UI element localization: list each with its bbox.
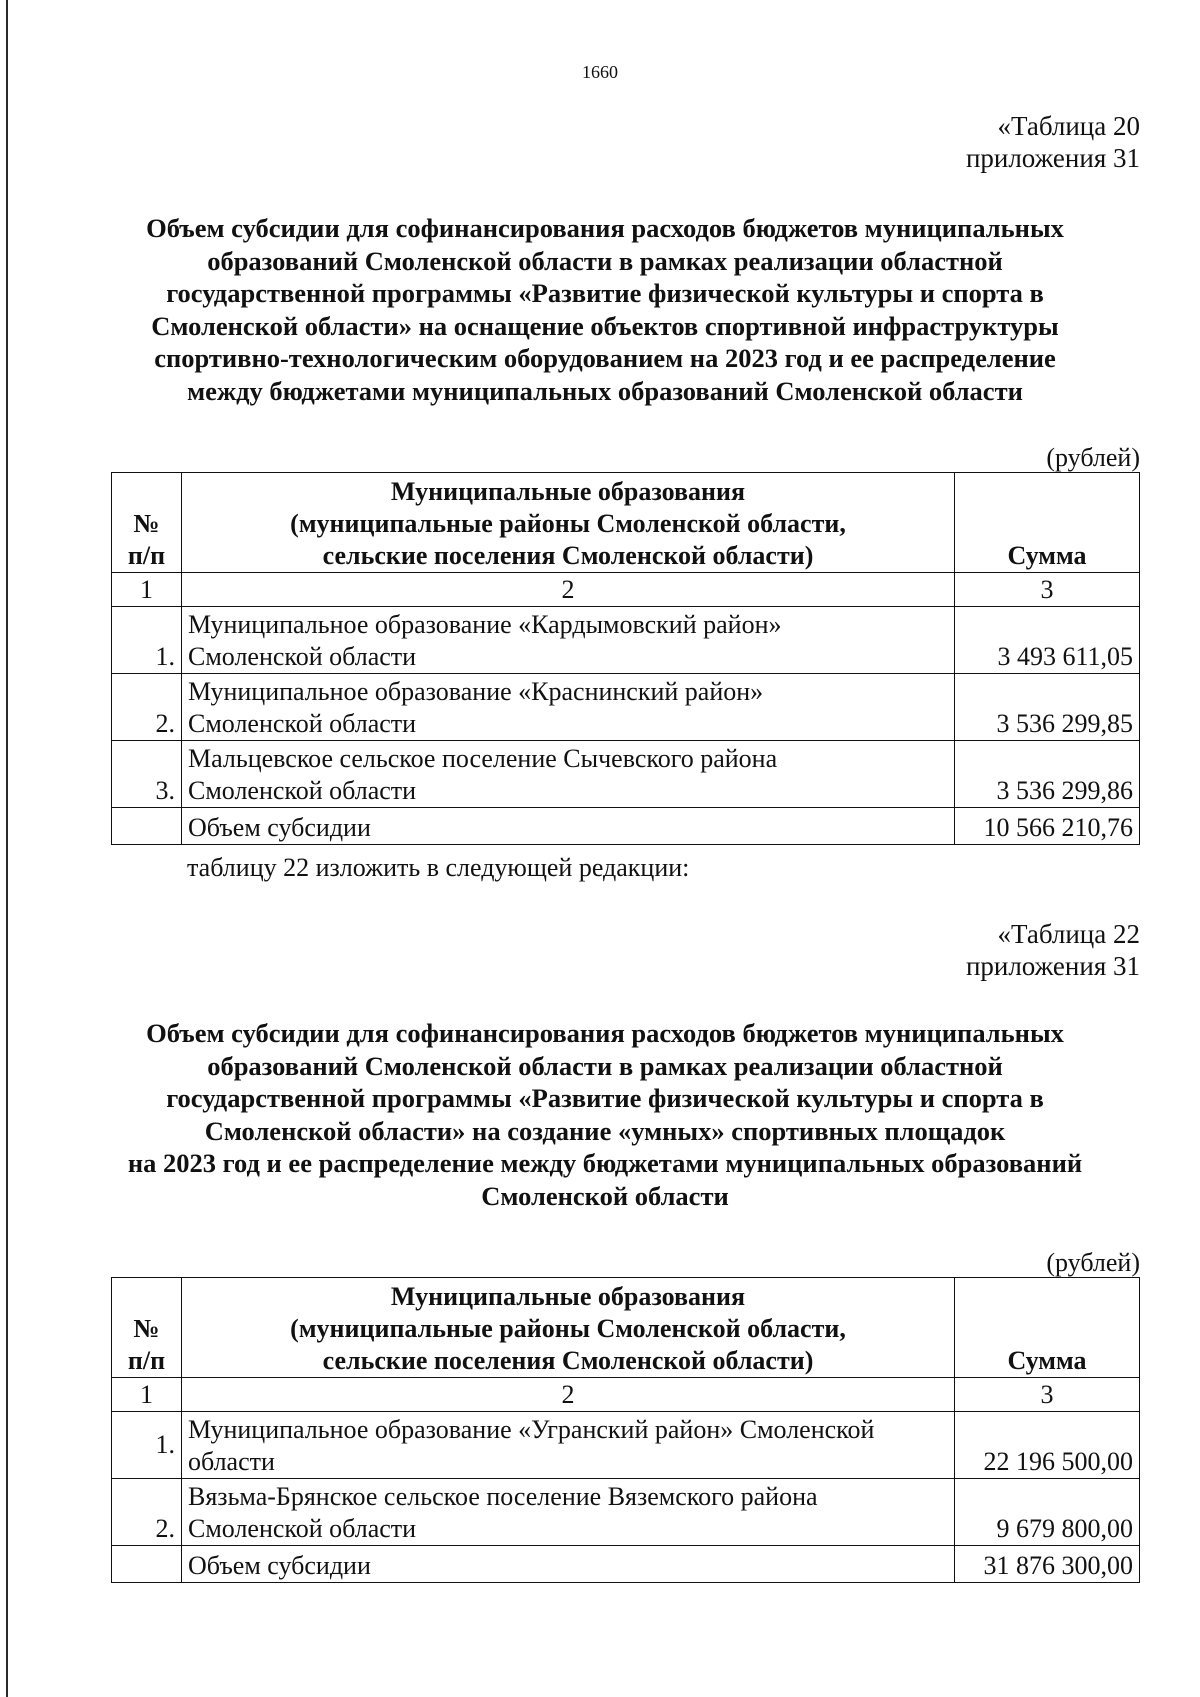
table20-ref-line1: «Таблица 20 (997, 111, 1140, 141)
total-sum: 10 566 210,76 (955, 808, 1140, 845)
row-number: 1. (112, 1412, 182, 1479)
municipality-line: Муниципальное образование «Угранский район» Смоленской (188, 1415, 875, 1444)
row-sum: 3 536 299,86 (955, 741, 1140, 808)
row-sum: 3 536 299,85 (955, 674, 1140, 741)
table22-ref-line2: приложения 31 (965, 951, 1140, 981)
row-municipality (182, 741, 955, 808)
municipality-line: Смоленской области (188, 709, 417, 738)
instruction-text: таблицу 22 изложить в следующей редакции: (187, 853, 690, 882)
column-number: 3 (955, 573, 1140, 607)
table20-title (105, 212, 1105, 407)
municipality-line: Вязьма-Брянское сельское поселение Вяземского района (188, 1482, 818, 1511)
municipality-line: области (188, 1447, 275, 1476)
row-municipality (182, 607, 955, 674)
header-text: № (133, 509, 160, 538)
title-line: между бюджетами муниципальных образований Смоленской области (187, 375, 1023, 406)
header-text: п/п (127, 541, 166, 570)
total-label: Объем субсидии (182, 1546, 955, 1583)
column-number: 1 (112, 1378, 182, 1412)
table-header-row (112, 1278, 1140, 1378)
table22-units: (рублей) (1046, 1248, 1140, 1277)
table-row (112, 741, 1140, 808)
title-line: образований Смоленской области в рамках реализации областной (207, 1050, 1003, 1081)
total-empty-cell (112, 808, 182, 845)
header-text: (муниципальные районы Смоленской области, (290, 509, 846, 538)
title-line: Смоленской области» на создание «умных» спортивных площадок (204, 1115, 1006, 1146)
row-number: 2. (112, 1479, 182, 1546)
row-number: 2. (112, 674, 182, 741)
row-number: 3. (112, 741, 182, 808)
header-sum: Сумма (955, 473, 1140, 573)
table22 (111, 1277, 1140, 1583)
municipality-line: Смоленской области (188, 1514, 417, 1543)
title-line: спортивно-технологическим оборудованием на 2023 год и ее распределение (154, 343, 1056, 373)
row-number: 1. (112, 607, 182, 674)
title-line: Объем субсидии для софинансирования расходов бюджетов муниципальных (146, 213, 1064, 243)
header-text: сельские поселения Смоленской области) (322, 541, 814, 570)
total-sum: 31 876 300,00 (955, 1546, 1140, 1583)
table-header-row (112, 473, 1140, 573)
municipality-line: Смоленской области (188, 776, 417, 805)
column-number-row (112, 1378, 1140, 1412)
header-text: № (133, 1314, 160, 1343)
header-sum: Сумма (955, 1278, 1140, 1378)
table22-title (105, 1017, 1105, 1212)
header-text: Муниципальные образования (390, 477, 746, 506)
table-row (112, 674, 1140, 741)
table22-reference (966, 918, 1140, 982)
column-number-row (112, 573, 1140, 607)
page-edge-line (6, 0, 8, 1697)
municipality-line: Муниципальное образование «Краснинский район» (188, 677, 764, 706)
row-municipality (182, 1479, 955, 1546)
header-text: сельские поселения Смоленской области) (322, 1346, 814, 1375)
municipality-line: Смоленской области (188, 642, 417, 671)
table-row (112, 1479, 1140, 1546)
column-number: 2 (182, 1378, 955, 1412)
column-number: 3 (955, 1378, 1140, 1412)
total-row (112, 808, 1140, 845)
row-sum: 3 493 611,05 (955, 607, 1140, 674)
header-municipality (182, 473, 955, 573)
header-number (112, 1278, 182, 1378)
table22-ref-line1: «Таблица 22 (997, 919, 1140, 949)
municipality-line: Мальцевское сельское поселение Сычевского района (188, 744, 778, 773)
row-municipality (182, 674, 955, 741)
header-number (112, 473, 182, 573)
table20-reference (966, 110, 1140, 174)
header-text: (муниципальные районы Смоленской области, (290, 1314, 846, 1343)
title-line: образований Смоленской области в рамках реализации областной (207, 245, 1003, 276)
title-line: Смоленской области» на оснащение объектов спортивной инфраструктуры (151, 310, 1059, 341)
page-number: 1660 (582, 62, 618, 82)
total-row (112, 1546, 1140, 1583)
title-line: государственной программы «Развитие физической культуры и спорта в (166, 278, 1044, 308)
title-line: на 2023 год и ее распределение между бюджетами муниципальных образований (127, 1148, 1083, 1178)
total-empty-cell (112, 1546, 182, 1583)
table20-ref-line2: приложения 31 (965, 143, 1140, 173)
header-municipality (182, 1278, 955, 1378)
title-line: Объем субсидии для софинансирования расходов бюджетов муниципальных (146, 1018, 1064, 1048)
title-line: Смоленской области (481, 1180, 729, 1211)
table-row (112, 607, 1140, 674)
header-text: п/п (127, 1346, 166, 1375)
column-number: 1 (112, 573, 182, 607)
table20-units: (рублей) (1046, 443, 1140, 472)
table20 (111, 472, 1140, 845)
municipality-line: Муниципальное образование «Кардымовский район» (188, 610, 782, 639)
row-municipality (182, 1412, 955, 1479)
header-text: Муниципальные образования (390, 1282, 746, 1311)
table-row (112, 1412, 1140, 1479)
total-label: Объем субсидии (182, 808, 955, 845)
row-sum: 22 196 500,00 (955, 1412, 1140, 1479)
title-line: государственной программы «Развитие физической культуры и спорта в (166, 1083, 1044, 1113)
row-sum: 9 679 800,00 (955, 1479, 1140, 1546)
column-number: 2 (182, 573, 955, 607)
